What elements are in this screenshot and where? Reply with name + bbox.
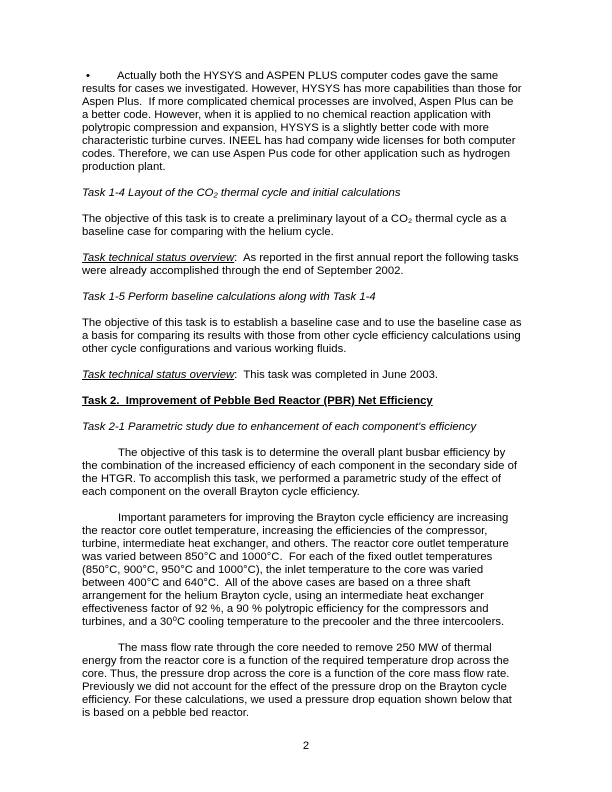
task-1-5-status-label: Task technical status overview	[82, 369, 235, 381]
task-1-5-objective-paragraph: The objective of this task is to establish a baseline case and to use the baseline case as a basis for comparing its results with those from other cycle efficiency calculations using other cycle configurations and various working fluids.	[82, 317, 525, 355]
bullet-icon: •	[86, 70, 90, 82]
task-2-1-objective-paragraph: The objective of this task is to determine the overall plant busbar efficiency by the combination of the increased efficiency of each component in the secondary side of the HTGR. To accomplish this task, we performed a parametric study of the effect of each component on the overall Brayton cycle efficiency.	[82, 447, 521, 498]
brayton-parameters-paragraph: Important parameters for improving the Brayton cycle efficiency are increasing the reactor core outlet temperature, increasing the efficiencies of the compressor, turbine, intermediate heat exchanger, and others. The reactor core outlet temperature was varied between 850°C and 1000°C. For each of the fixed outlet temperatures (850°C, 900°C, 950°C and 1000°C), the inlet temperature to the core was varied between 400°C and 640°C. All of the above cases are based on a three shaft arrangement for the helium Brayton cycle, using an intermediate heat exchanger effectiveness factor of 92 %, a 90 % polytropic efficiency for the compressors and turbines, and a 30⁰C cooling temperature to the precooler and the three intercoolers.	[82, 512, 512, 628]
task-1-5-heading: Task 1-5 Perform baseline calculations along with Task 1-4	[82, 291, 376, 303]
bullet-item-text: Actually both the HYSYS and ASPEN PLUS computer codes gave the same results for cases we investigated. However, HYSYS has more capabilities than those for Aspen Plus. If more complicated chemical processes are involved, Aspen Plus can be a better code. However, when it is applied to no chemical reaction application with polytropic compression and expansion, HYSYS is a slightly better code with more characteristic turbine curves. INEEL has had company wide licenses for both computer codes. Therefore, we can use Aspen Pus code for other application such as hydrogen production plant.	[82, 70, 525, 173]
task-1-4-status-label: Task technical status overview	[82, 252, 235, 264]
task-1-5-status-paragraph	[82, 369, 522, 382]
task-1-4-status-text: : As reported in the first annual report the following tasks were already accomplished through the end of September 2002.	[82, 252, 522, 277]
task-2-heading: Task 2. Improvement of Pebble Bed Reactor (PBR) Net Efficiency	[82, 395, 433, 407]
page-number: 2	[302, 740, 310, 752]
page-content	[82, 70, 525, 733]
task-2-1-heading: Task 2-1 Parametric study due to enhancement of each component's efficiency	[82, 421, 477, 433]
task-1-4-objective-paragraph: The objective of this task is to create a preliminary layout of a CO₂ thermal cycle as a baseline case for comparing with the helium cycle.	[82, 213, 510, 238]
mass-flow-paragraph: The mass flow rate through the core needed to remove 250 MW of thermal energy from the reactor core is a function of the required temperature drop across the core. Thus, the pressure drop across the core is a function of the core mass flow rate. Previously we did not account for the effect of the pressure drop on the Brayton cycle efficiency. For these calculations, we used a pressure drop equation shown below that is based on a pebble bed reactor.	[82, 642, 515, 719]
task-1-5-status-text: : This task was completed in June 2003.	[234, 369, 439, 381]
task-1-4-heading: Task 1-4 Layout of the CO₂ thermal cycle and initial calculations	[82, 187, 401, 199]
task-1-4-status-paragraph	[82, 252, 522, 278]
bullet-list-item	[82, 70, 525, 174]
